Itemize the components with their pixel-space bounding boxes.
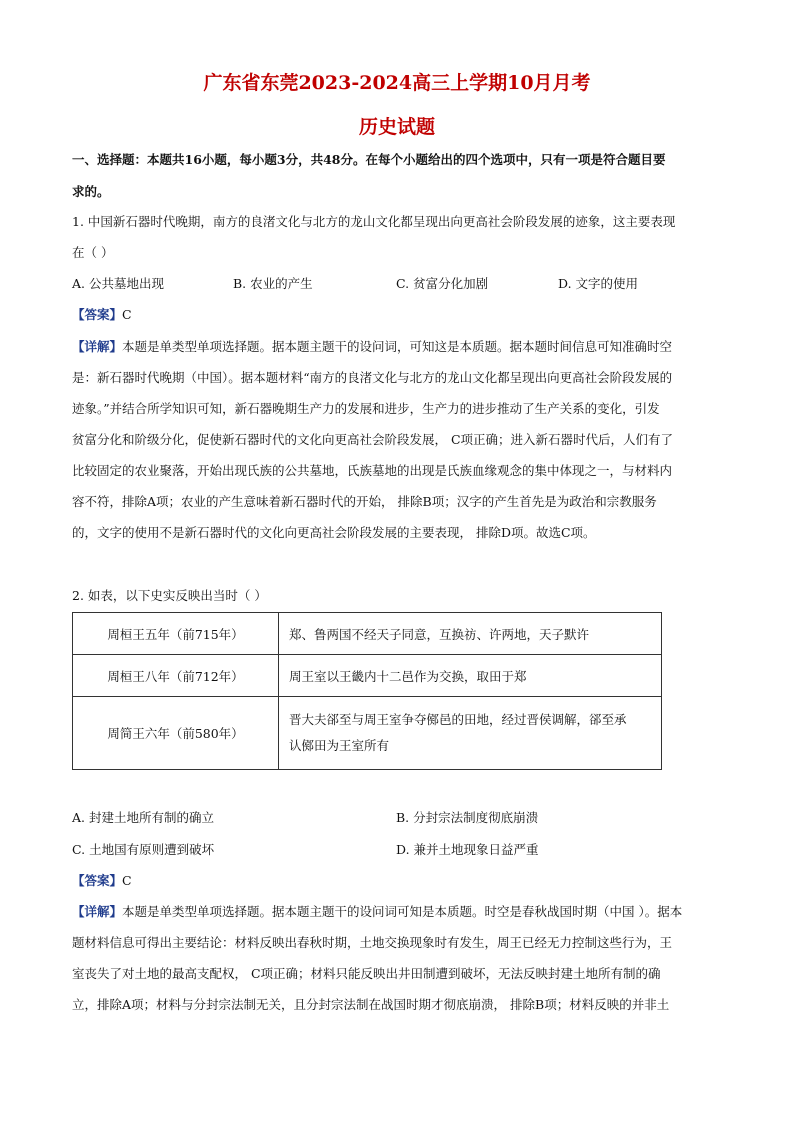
section-instructions-line2: 求的。 bbox=[72, 184, 110, 199]
exam-subtitle: 历史试题 bbox=[358, 116, 435, 138]
q2-analysis-line: 【详解】本题是单类型单项选择题。据本题主题干的设问词可知是本质题。时空是春秋战国时期（中国 ）。据本 bbox=[72, 904, 683, 919]
q2-answer bbox=[72, 871, 722, 891]
table-cell-period: 周桓王五年（前715年） bbox=[73, 613, 279, 655]
q1-answer bbox=[72, 305, 722, 325]
table-cell-event: 晋大夫郤至与周王室争夺鄇邑的田地，经过晋侯调解，郤至承 认鄇田为王室所有 bbox=[279, 697, 662, 770]
q1-stem-line2: 在（ ） bbox=[72, 245, 114, 260]
table-row bbox=[73, 613, 662, 655]
q1-analysis-line: 迹象。”并结合所学知识可知，新石器晚期生产力的发展和进步，生产力的进步推动了生产关系的变化，引发 bbox=[72, 401, 660, 416]
table-row bbox=[73, 697, 662, 770]
q2-option-a: A. 封建土地所有制的确立 bbox=[72, 810, 214, 825]
q2-stem: 2. 如表，以下史实反映出当时（ ） bbox=[72, 588, 267, 603]
q1-answer-value: C bbox=[122, 307, 132, 322]
q1-option-b: B. 农业的产生 bbox=[233, 276, 313, 291]
table-row bbox=[73, 655, 662, 697]
table-cell-period: 周简王六年（前580年） bbox=[73, 697, 279, 770]
q2-analysis-line: 室丧失了对土地的最高支配权， C项正确；材料只能反映出井田制遭到破坏，无法反映封建土地所有制的确 bbox=[72, 966, 661, 981]
q1-analysis-line: 容不符，排除A项；农业的产生意味着新石器时代的开始， 排除B项；汉字的产生首先是为政治和宗教服务 bbox=[72, 494, 657, 509]
q1-analysis-line: 比较固定的农业聚落，开始出现氏族的公共墓地，氏族墓地的出现是氏族血缘观念的集中体现之一，与材料内 bbox=[72, 463, 673, 478]
q2-option-d: D. 兼并土地现象日益严重 bbox=[396, 842, 539, 857]
analysis-tag: 【详解】 bbox=[72, 339, 123, 354]
q2-option-b: B. 分封宗法制度彻底崩溃 bbox=[396, 810, 539, 825]
q1-analysis-line: 的，文字的使用不是新石器时代的文化向更高社会阶段发展的主要表现， 排除D项。故选C项。 bbox=[72, 525, 596, 540]
table-cell-event: 周王室以王畿内十二邑作为交换，取田于郑 bbox=[279, 655, 662, 697]
section-instructions-line1: 一、选择题：本题共16小题，每小题3分，共48分。在每个小题给出的四个选项中，只有一项是符合题目要 bbox=[72, 152, 666, 167]
q2-answer-value: C bbox=[122, 873, 132, 888]
q1-analysis-line: 【详解】本题是单类型单项选择题。据本题主题干的设问词，可知这是本质题。据本题时间信息可知准确时空 bbox=[72, 339, 673, 354]
q2-analysis-line: 题材料信息可得出主要结论：材料反映出春秋时期，土地交换现象时有发生，周王已经无力控制这些行为，王 bbox=[72, 935, 673, 950]
table-cell-event: 郑、鲁两国不经天子同意，互换祊、许两地，天子默许 bbox=[279, 613, 662, 655]
table-cell-period: 周桓王八年（前712年） bbox=[73, 655, 279, 697]
q1-analysis-line: 是：新石器时代晚期（中国）。据本题材料“南方的良渚文化与北方的龙山文化都呈现出向更高社会阶段发展的 bbox=[72, 370, 673, 385]
history-table bbox=[72, 612, 662, 770]
answer-tag: 【答案】 bbox=[72, 307, 123, 322]
q2-analysis-line: 立，排除A项；材料与分封宗法制无关，且分封宗法制在战国时期才彻底崩溃， 排除B项；材料反映的并非土 bbox=[72, 997, 670, 1012]
q1-option-d: D. 文字的使用 bbox=[558, 276, 639, 291]
exam-title: 广东省东莞2023-2024高三上学期10月月考 bbox=[203, 72, 591, 94]
analysis-tag: 【详解】 bbox=[72, 904, 123, 919]
q1-stem-line1: 1. 中国新石器时代晚期，南方的良渚文化与北方的龙山文化都呈现出向更高社会阶段发展的迹象，这主要表现 bbox=[72, 214, 676, 229]
answer-tag: 【答案】 bbox=[72, 873, 123, 888]
q1-option-a: A. 公共墓地出现 bbox=[72, 276, 164, 291]
q1-analysis-line: 贫富分化和阶级分化，促使新石器时代的文化向更高社会阶段发展， C项正确；进入新石器时代后，人们有了 bbox=[72, 432, 674, 447]
q2-option-c: C. 土地国有原则遭到破坏 bbox=[72, 842, 215, 857]
q1-option-c: C. 贫富分化加剧 bbox=[396, 276, 489, 291]
